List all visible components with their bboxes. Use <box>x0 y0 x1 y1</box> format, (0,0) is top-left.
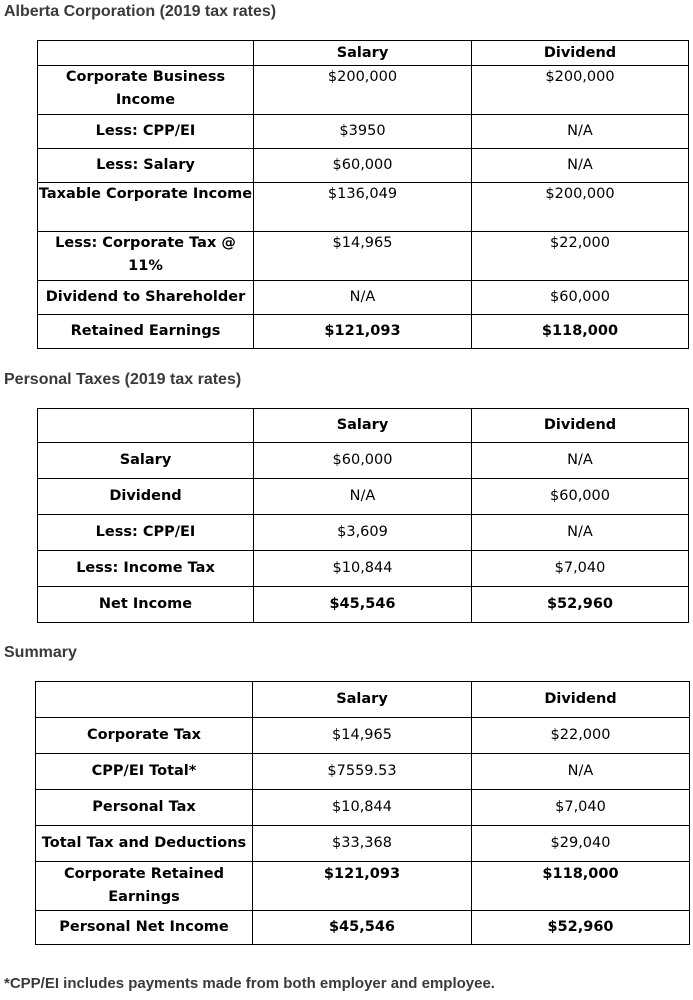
row-label: Personal Tax <box>36 790 253 826</box>
table-row <box>38 149 689 183</box>
salary-value: $136,049 <box>254 183 472 232</box>
row-label: Less: CPP/EI <box>38 515 254 551</box>
table-row <box>38 315 689 349</box>
header-cell-salary: Salary <box>254 409 472 443</box>
row-label: Corporate Retained Earnings <box>36 862 253 911</box>
header-cell-dividend: Dividend <box>472 41 689 66</box>
table-row <box>38 66 689 115</box>
personal-heading: Personal Taxes (2019 tax rates) <box>4 371 242 388</box>
row-label: Dividend <box>38 479 254 515</box>
table-row <box>36 754 690 790</box>
table-header-row <box>36 682 690 718</box>
dividend-value: N/A <box>472 754 690 790</box>
salary-value: $121,093 <box>254 315 472 349</box>
header-cell-salary: Salary <box>253 682 472 718</box>
dividend-value: $200,000 <box>472 183 689 232</box>
table-row <box>38 587 689 623</box>
salary-value: $33,368 <box>253 826 472 862</box>
corporation-table <box>37 40 689 349</box>
header-cell-blank <box>38 41 254 66</box>
row-label: Total Tax and Deductions <box>36 826 253 862</box>
row-label: Corporate Business Income <box>38 66 254 115</box>
table-row <box>38 183 689 232</box>
row-label: Less: Income Tax <box>38 551 254 587</box>
personal-table <box>37 408 689 623</box>
salary-value: N/A <box>254 281 472 315</box>
row-label: CPP/EI Total* <box>36 754 253 790</box>
salary-value: $3,609 <box>254 515 472 551</box>
row-label: Net Income <box>38 587 254 623</box>
dividend-value: $29,040 <box>472 826 690 862</box>
dividend-value: $52,960 <box>472 587 689 623</box>
summary-heading: Summary <box>4 644 77 661</box>
table-row <box>38 515 689 551</box>
summary-table <box>35 681 690 945</box>
salary-value: N/A <box>254 479 472 515</box>
table-row <box>38 281 689 315</box>
table-row <box>38 232 689 281</box>
dividend-value: $52,960 <box>472 911 690 945</box>
dividend-value: $22,000 <box>472 232 689 281</box>
header-cell-blank <box>38 409 254 443</box>
header-cell-dividend: Dividend <box>472 409 689 443</box>
salary-value: $14,965 <box>254 232 472 281</box>
dividend-value: $60,000 <box>472 479 689 515</box>
table-row <box>38 479 689 515</box>
salary-value: $3950 <box>254 115 472 149</box>
table-header-row <box>38 409 689 443</box>
dividend-value: $200,000 <box>472 66 689 115</box>
dividend-value: $60,000 <box>472 281 689 315</box>
row-label: Less: Salary <box>38 149 254 183</box>
dividend-value: N/A <box>472 115 689 149</box>
row-label: Retained Earnings <box>38 315 254 349</box>
salary-value: $45,546 <box>253 911 472 945</box>
row-label: Less: Corporate Tax @ 11% <box>38 232 254 281</box>
row-label: Dividend to Shareholder <box>38 281 254 315</box>
row-label: Corporate Tax <box>36 718 253 754</box>
dividend-value: $7,040 <box>472 790 690 826</box>
salary-value: $200,000 <box>254 66 472 115</box>
row-label: Personal Net Income <box>36 911 253 945</box>
salary-value: $121,093 <box>253 862 472 911</box>
salary-value: $10,844 <box>254 551 472 587</box>
table-row <box>36 790 690 826</box>
table-row <box>38 115 689 149</box>
table-header-row <box>38 41 689 66</box>
row-label: Less: CPP/EI <box>38 115 254 149</box>
corporation-heading: Alberta Corporation (2019 tax rates) <box>4 3 277 20</box>
dividend-value: N/A <box>472 515 689 551</box>
header-cell-blank <box>36 682 253 718</box>
salary-value: $14,965 <box>253 718 472 754</box>
table-row <box>38 443 689 479</box>
dividend-value: N/A <box>472 149 689 183</box>
table-row <box>36 911 690 945</box>
dividend-value: $118,000 <box>472 862 690 911</box>
table-row <box>36 718 690 754</box>
salary-value: $60,000 <box>254 149 472 183</box>
dividend-value: $22,000 <box>472 718 690 754</box>
header-cell-dividend: Dividend <box>472 682 690 718</box>
table-row <box>36 862 690 911</box>
salary-value: $45,546 <box>254 587 472 623</box>
dividend-value: $118,000 <box>472 315 689 349</box>
salary-value: $7559.53 <box>253 754 472 790</box>
header-cell-salary: Salary <box>254 41 472 66</box>
dividend-value: N/A <box>472 443 689 479</box>
footnote: *CPP/EI includes payments made from both employer and employee. <box>4 975 495 992</box>
table-row <box>38 551 689 587</box>
row-label: Salary <box>38 443 254 479</box>
row-label: Taxable Corporate Income <box>38 183 254 232</box>
dividend-value: $7,040 <box>472 551 689 587</box>
salary-value: $10,844 <box>253 790 472 826</box>
table-row <box>36 826 690 862</box>
salary-value: $60,000 <box>254 443 472 479</box>
